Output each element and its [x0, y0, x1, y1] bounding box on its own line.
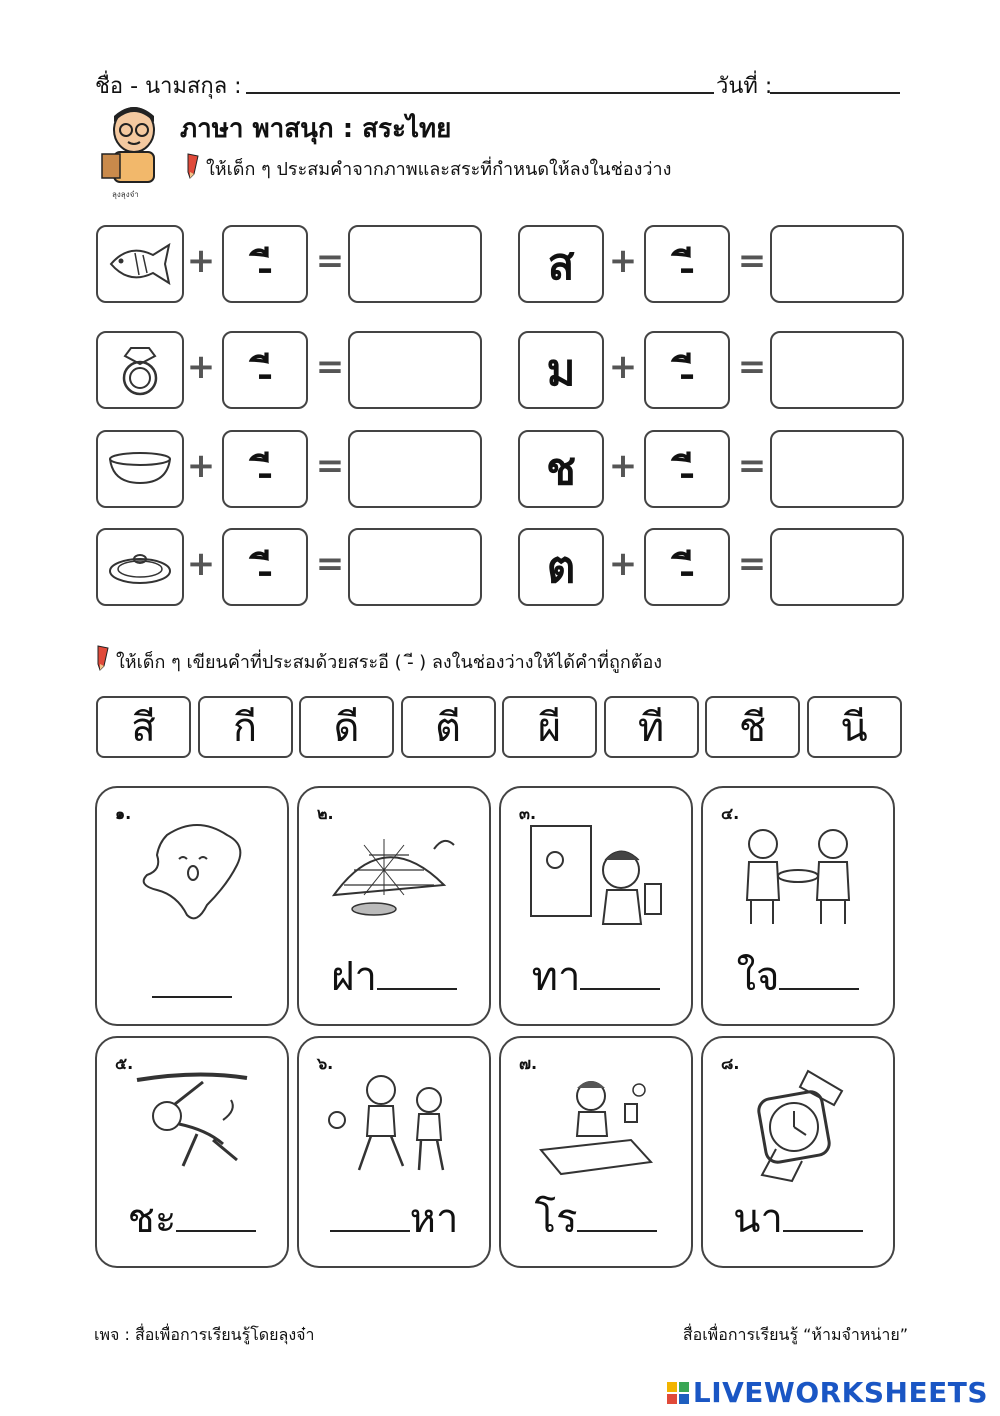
- vowel-box-right-4: [644, 528, 730, 606]
- equals-sign: =: [737, 347, 767, 387]
- plus-sign: +: [608, 241, 638, 281]
- lid-icon: [96, 528, 184, 606]
- picture-card: [499, 786, 693, 1026]
- kids-playing-icon: [299, 1060, 489, 1190]
- answer-box-right-1[interactable]: [770, 225, 904, 303]
- equals-sign: =: [315, 544, 345, 584]
- card-number: ๘.: [721, 1054, 740, 1073]
- bowl-icon: [96, 430, 184, 508]
- word-prefix: โร: [534, 1196, 578, 1242]
- answer-blank[interactable]: [152, 994, 232, 998]
- page-title: ภาษา พาสนุก : สระไทย: [180, 114, 452, 144]
- plus-sign: +: [608, 347, 638, 387]
- answer-box-left-4[interactable]: [348, 528, 482, 606]
- pencil-icon: [184, 152, 204, 184]
- word-prefix: นา: [733, 1196, 783, 1242]
- picture-card: [95, 786, 289, 1026]
- word-bank-item[interactable]: กี: [198, 696, 293, 758]
- card-number: ๒.: [317, 804, 334, 823]
- word-fill: [299, 1186, 489, 1250]
- vowel-box-left-3: [222, 430, 308, 508]
- footer-right: สื่อเพื่อการเรียนรู้ “ห้ามจำหน่าย”: [682, 1325, 908, 1344]
- word-bank-item[interactable]: ผี: [502, 696, 597, 758]
- equals-sign: =: [315, 347, 345, 387]
- vowel-mark: -ี: [258, 450, 272, 496]
- answer-box-right-2[interactable]: [770, 331, 904, 409]
- answer-blank[interactable]: [377, 986, 457, 990]
- picture-card: [297, 1036, 491, 1268]
- date-label: วันที่ :: [716, 74, 773, 99]
- equals-sign: =: [737, 446, 767, 486]
- fish-icon: [96, 225, 184, 303]
- food-cover-icon: [299, 810, 489, 940]
- date-line[interactable]: [770, 92, 900, 94]
- plus-sign: +: [608, 446, 638, 486]
- answer-blank[interactable]: [330, 1228, 410, 1232]
- word-bank-item[interactable]: สี: [96, 696, 191, 758]
- ring-icon: [96, 331, 184, 409]
- word-prefix: ฝา: [331, 954, 377, 1000]
- answer-blank[interactable]: [577, 1228, 657, 1232]
- watch-icon: [703, 1060, 893, 1190]
- picture-card: [499, 1036, 693, 1268]
- vowel-mark: -ี: [680, 245, 694, 291]
- equals-sign: =: [315, 241, 345, 281]
- picture-card: [701, 1036, 895, 1268]
- answer-box-left-2[interactable]: [348, 331, 482, 409]
- word-bank-item[interactable]: ดี: [299, 696, 394, 758]
- teacher-character-icon: [100, 102, 172, 188]
- equals-sign: =: [737, 241, 767, 281]
- word-fill: [703, 944, 893, 1008]
- footer-left: เพจ : สื่อเพื่อการเรียนรู้โดยลุงจ๋า: [94, 1325, 315, 1344]
- word-prefix: ชะ: [127, 1196, 177, 1242]
- word-bank-item[interactable]: นี: [807, 696, 902, 758]
- pencil-icon: [94, 644, 114, 676]
- vowel-box-left-2: [222, 331, 308, 409]
- vowel-box-left-4: [222, 528, 308, 606]
- answer-blank[interactable]: [580, 986, 660, 990]
- character-caption: ลุงลุงจ๋า: [112, 190, 139, 199]
- word-suffix: หา: [409, 1196, 459, 1242]
- word-fill: [703, 1186, 893, 1250]
- picture-card: [701, 786, 895, 1026]
- vowel-box-right-2: [644, 331, 730, 409]
- plus-sign: +: [608, 544, 638, 584]
- brand-text: LIVEWORKSHEETS: [692, 1376, 988, 1409]
- liveworksheets-logo: [667, 1376, 988, 1409]
- answer-box-right-3[interactable]: [770, 430, 904, 508]
- card-number: ๖.: [317, 1054, 334, 1073]
- word-bank-item[interactable]: ตี: [401, 696, 496, 758]
- consonant-box-4: ต: [518, 528, 604, 606]
- word-fill: [501, 1186, 691, 1250]
- word-prefix: ใจ: [736, 954, 780, 1000]
- answer-blank[interactable]: [176, 1228, 256, 1232]
- card-number: ๗.: [519, 1054, 538, 1073]
- painter-icon: [501, 810, 691, 940]
- word-fill: [97, 962, 287, 1008]
- vowel-mark: -ี: [680, 450, 694, 496]
- vowel-mark: -ี: [258, 351, 272, 397]
- answer-box-left-1[interactable]: [348, 225, 482, 303]
- word-fill: [501, 944, 691, 1008]
- word-bank-item[interactable]: ชี: [705, 696, 800, 758]
- instruction-2: ให้เด็ก ๆ เขียนคำที่ประสมด้วยสระอี ( -ี ) ลงในช่องว่างให้ได้คำที่ถูกต้อง: [116, 652, 663, 673]
- word-fill: [299, 944, 489, 1008]
- card-number: ๑.: [115, 804, 132, 823]
- equals-sign: =: [315, 446, 345, 486]
- answer-box-right-4[interactable]: [770, 528, 904, 606]
- vowel-mark: -ี: [680, 351, 694, 397]
- card-number: ๓.: [519, 804, 537, 823]
- word-prefix: ทา: [531, 954, 581, 1000]
- name-label: ชื่อ - นามสกุล :: [95, 74, 242, 99]
- artist-drawing-icon: [501, 1060, 691, 1190]
- name-line[interactable]: [246, 92, 714, 94]
- picture-card: [95, 1036, 289, 1268]
- vowel-box-right-1: [644, 225, 730, 303]
- consonant-box-1: ส: [518, 225, 604, 303]
- answer-blank[interactable]: [779, 986, 859, 990]
- vowel-box-left-1: [222, 225, 308, 303]
- monkey-icon: [97, 1060, 287, 1190]
- consonant-box-2: ม: [518, 331, 604, 409]
- ghost-icon: [97, 810, 287, 940]
- answer-blank[interactable]: [783, 1228, 863, 1232]
- vowel-mark: -ี: [258, 548, 272, 594]
- plus-sign: +: [186, 446, 216, 486]
- vowel-box-right-3: [644, 430, 730, 508]
- plus-sign: +: [186, 347, 216, 387]
- picture-card: [297, 786, 491, 1026]
- instruction-1: ให้เด็ก ๆ ประสมคำจากภาพและสระที่กำหนดให้ลงในช่องว่าง: [206, 159, 672, 180]
- word-bank-item[interactable]: ที: [604, 696, 699, 758]
- card-number: ๕.: [115, 1054, 134, 1073]
- vowel-mark: -ี: [258, 245, 272, 291]
- card-number: ๔.: [721, 804, 740, 823]
- equals-sign: =: [737, 544, 767, 584]
- kids-sharing-icon: [703, 810, 893, 940]
- plus-sign: +: [186, 241, 216, 281]
- consonant-box-3: ช: [518, 430, 604, 508]
- word-fill: [97, 1186, 287, 1250]
- answer-box-left-3[interactable]: [348, 430, 482, 508]
- plus-sign: +: [186, 544, 216, 584]
- vowel-mark: -ี: [680, 548, 694, 594]
